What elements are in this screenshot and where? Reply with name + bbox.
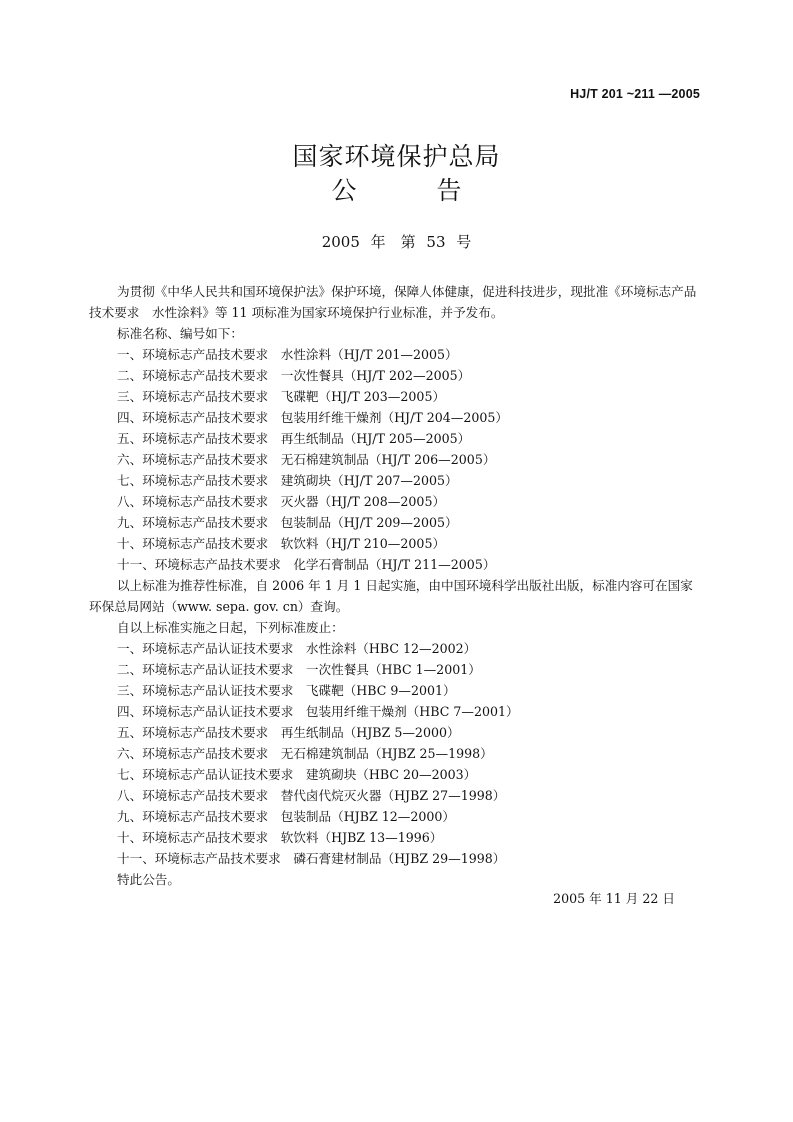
implementation-paragraph: 以上标准为推荐性标准，自 2006 年 1 月 1 日起实施，由中国环境科学出版社出版，标准内容可在国家环保总局网站（www. sepa. gov. cn）查询。 bbox=[89, 578, 693, 614]
repealed-standard-item: 一、环境标志产品认证技术要求 水性涂料（HBC 12—2002） bbox=[117, 641, 477, 656]
standard-list-item: 七、环境标志产品技术要求 建筑砌块（HJ/T 207—2005） bbox=[117, 473, 458, 488]
standard-list-item: 一、环境标志产品技术要求 水性涂料（HJ/T 201—2005） bbox=[117, 347, 458, 362]
standard-list-item: 十、环境标志产品技术要求 软饮料（HJ/T 210—2005） bbox=[117, 536, 446, 551]
announcement-heading-right: 告 bbox=[436, 176, 462, 205]
repeal-heading: 自以上标准实施之日起，下列标准废止： bbox=[117, 620, 344, 635]
repealed-standard-item: 三、环境标志产品认证技术要求 飞碟靶（HBC 9—2001） bbox=[117, 683, 456, 698]
announcement-heading-left: 公 bbox=[331, 176, 357, 205]
closing-statement: 特此公告。 bbox=[117, 872, 180, 887]
repealed-standard-item: 七、环境标志产品认证技术要求 建筑砌块（HBC 20—2003） bbox=[117, 767, 477, 782]
repealed-standard-item: 四、环境标志产品认证技术要求 包装用纤维干燥剂（HBC 7—2001） bbox=[117, 704, 519, 719]
standard-list-item: 三、环境标志产品技术要求 飞碟靶（HJ/T 203—2005） bbox=[117, 389, 446, 404]
standard-list-item: 八、环境标志产品技术要求 灭火器（HJ/T 208—2005） bbox=[117, 494, 446, 509]
standards-list-heading: 标准名称、编号如下： bbox=[117, 326, 243, 341]
repealed-standard-item: 二、环境标志产品认证技术要求 一次性餐具（HBC 1—2001） bbox=[117, 662, 481, 677]
repealed-standard-item: 十、环境标志产品技术要求 软饮料（HJBZ 13—1996） bbox=[117, 830, 443, 845]
repealed-standard-item: 六、环境标志产品技术要求 无石棉建筑制品（HJBZ 25—1998） bbox=[117, 746, 493, 761]
announcement-body bbox=[89, 281, 703, 890]
standard-list-item: 二、环境标志产品技术要求 一次性餐具（HJ/T 202—2005） bbox=[117, 368, 471, 383]
intro-paragraph: 为贯彻《中华人民共和国环境保护法》保护环境，保障人体健康，促进科技进步，现批准《环境标志产品技术要求 水性涂料》等 11 项标准为国家环境保护行业标准，并予发布。 bbox=[89, 284, 697, 320]
standard-list-item: 六、环境标志产品技术要求 无石棉建筑制品（HJ/T 206—2005） bbox=[117, 452, 496, 467]
repealed-standard-item: 九、环境标志产品技术要求 包装制品（HJBZ 12—2000） bbox=[117, 809, 455, 824]
repealed-standard-item: 十一、环境标志产品技术要求 磷石膏建材制品（HJBZ 29—1998） bbox=[117, 851, 506, 866]
issuing-authority-title: 国家环境保护总局 bbox=[292, 142, 501, 171]
announcement-heading bbox=[0, 174, 793, 208]
repealed-standards-list bbox=[89, 638, 703, 869]
standard-list-item: 四、环境标志产品技术要求 包装用纤维干燥剂（HJ/T 204—2005） bbox=[117, 410, 509, 425]
repealed-standard-item: 五、环境标志产品技术要求 再生纸制品（HJBZ 5—2000） bbox=[117, 725, 460, 740]
issue-number: 2005 年 第 53 号 bbox=[321, 233, 472, 251]
title-block bbox=[0, 140, 793, 208]
issue-date: 2005 年 11 月 22 日 bbox=[553, 891, 675, 906]
standards-list bbox=[89, 344, 703, 575]
repealed-standard-item: 八、环境标志产品技术要求 替代卤代烷灭火器（HJBZ 27—1998） bbox=[117, 788, 506, 803]
standard-list-item: 五、环境标志产品技术要求 再生纸制品（HJ/T 205—2005） bbox=[117, 431, 471, 446]
standard-list-item: 九、环境标志产品技术要求 包装制品（HJ/T 209—2005） bbox=[117, 515, 458, 530]
document-code: HJ/T 201 ~211 —2005 bbox=[570, 87, 700, 101]
standard-list-item: 十一、环境标志产品技术要求 化学石膏制品（HJ/T 211—2005） bbox=[117, 557, 496, 572]
